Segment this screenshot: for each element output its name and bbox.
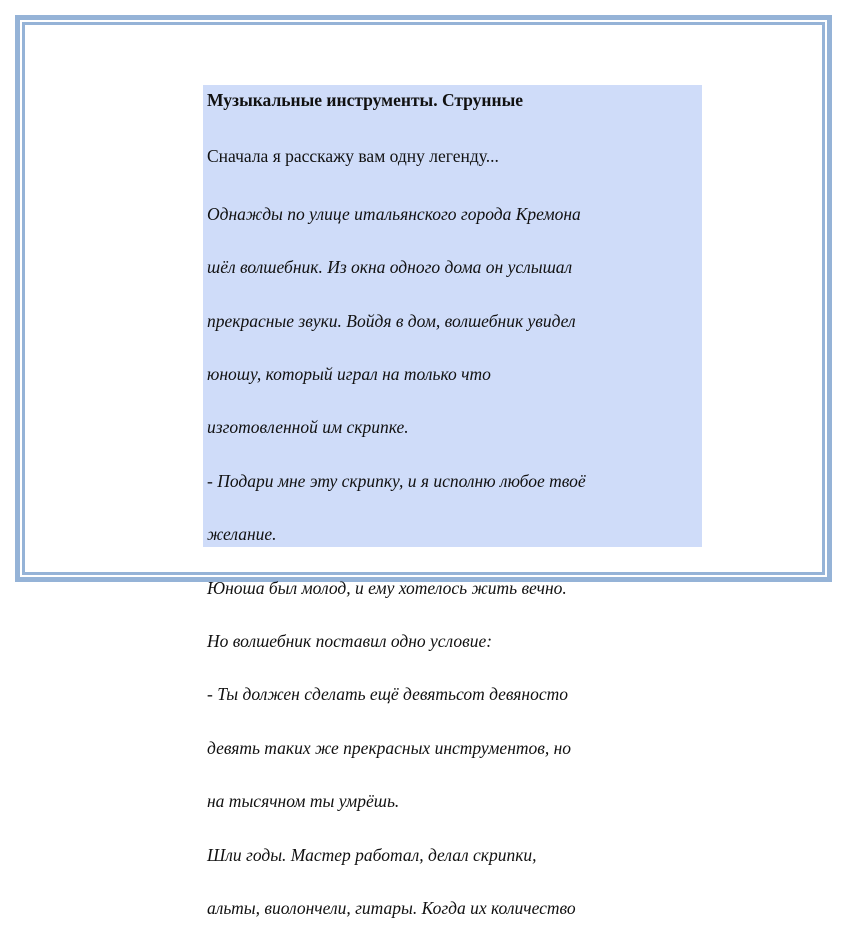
story-line: - Ты должен сделать ещё девятьсот девяносто [207, 684, 569, 705]
slide-title: Музыкальные инструменты. Струнные [207, 90, 524, 110]
story-line: альты, виолончели, гитары. Когда их количество [207, 897, 576, 918]
story-line: Однажды по улице итальянского города Кремона [207, 203, 581, 224]
legend-story [207, 174, 702, 948]
story-line: - Подари мне эту скрипку, и я исполню любое твоё [207, 470, 586, 491]
story-line: на тысячном ты умрёшь. [207, 791, 400, 812]
story-line: Шли годы. Мастер работал, делал скрипки, [207, 844, 537, 865]
story-line: желание. [207, 524, 277, 545]
story-line: девять таких же прекрасных инструментов, но [207, 737, 572, 758]
story-line: шёл волшебник. Из окна одного дома он услышал [207, 257, 573, 278]
story-line: Юноша был молод, и ему хотелось жить вечно. [207, 577, 567, 598]
text-box [203, 85, 702, 918]
story-line: прекрасные звуки. Войдя в дом, волшебник увидел [207, 310, 576, 331]
story-line: Но волшебник поставил одно условие: [207, 630, 493, 651]
story-line: изготовленной им скрипке. [207, 417, 409, 438]
story-line: юношу, который играл на только что [207, 363, 491, 384]
intro-text: Сначала я расскажу вам одну легенду... [207, 146, 499, 166]
